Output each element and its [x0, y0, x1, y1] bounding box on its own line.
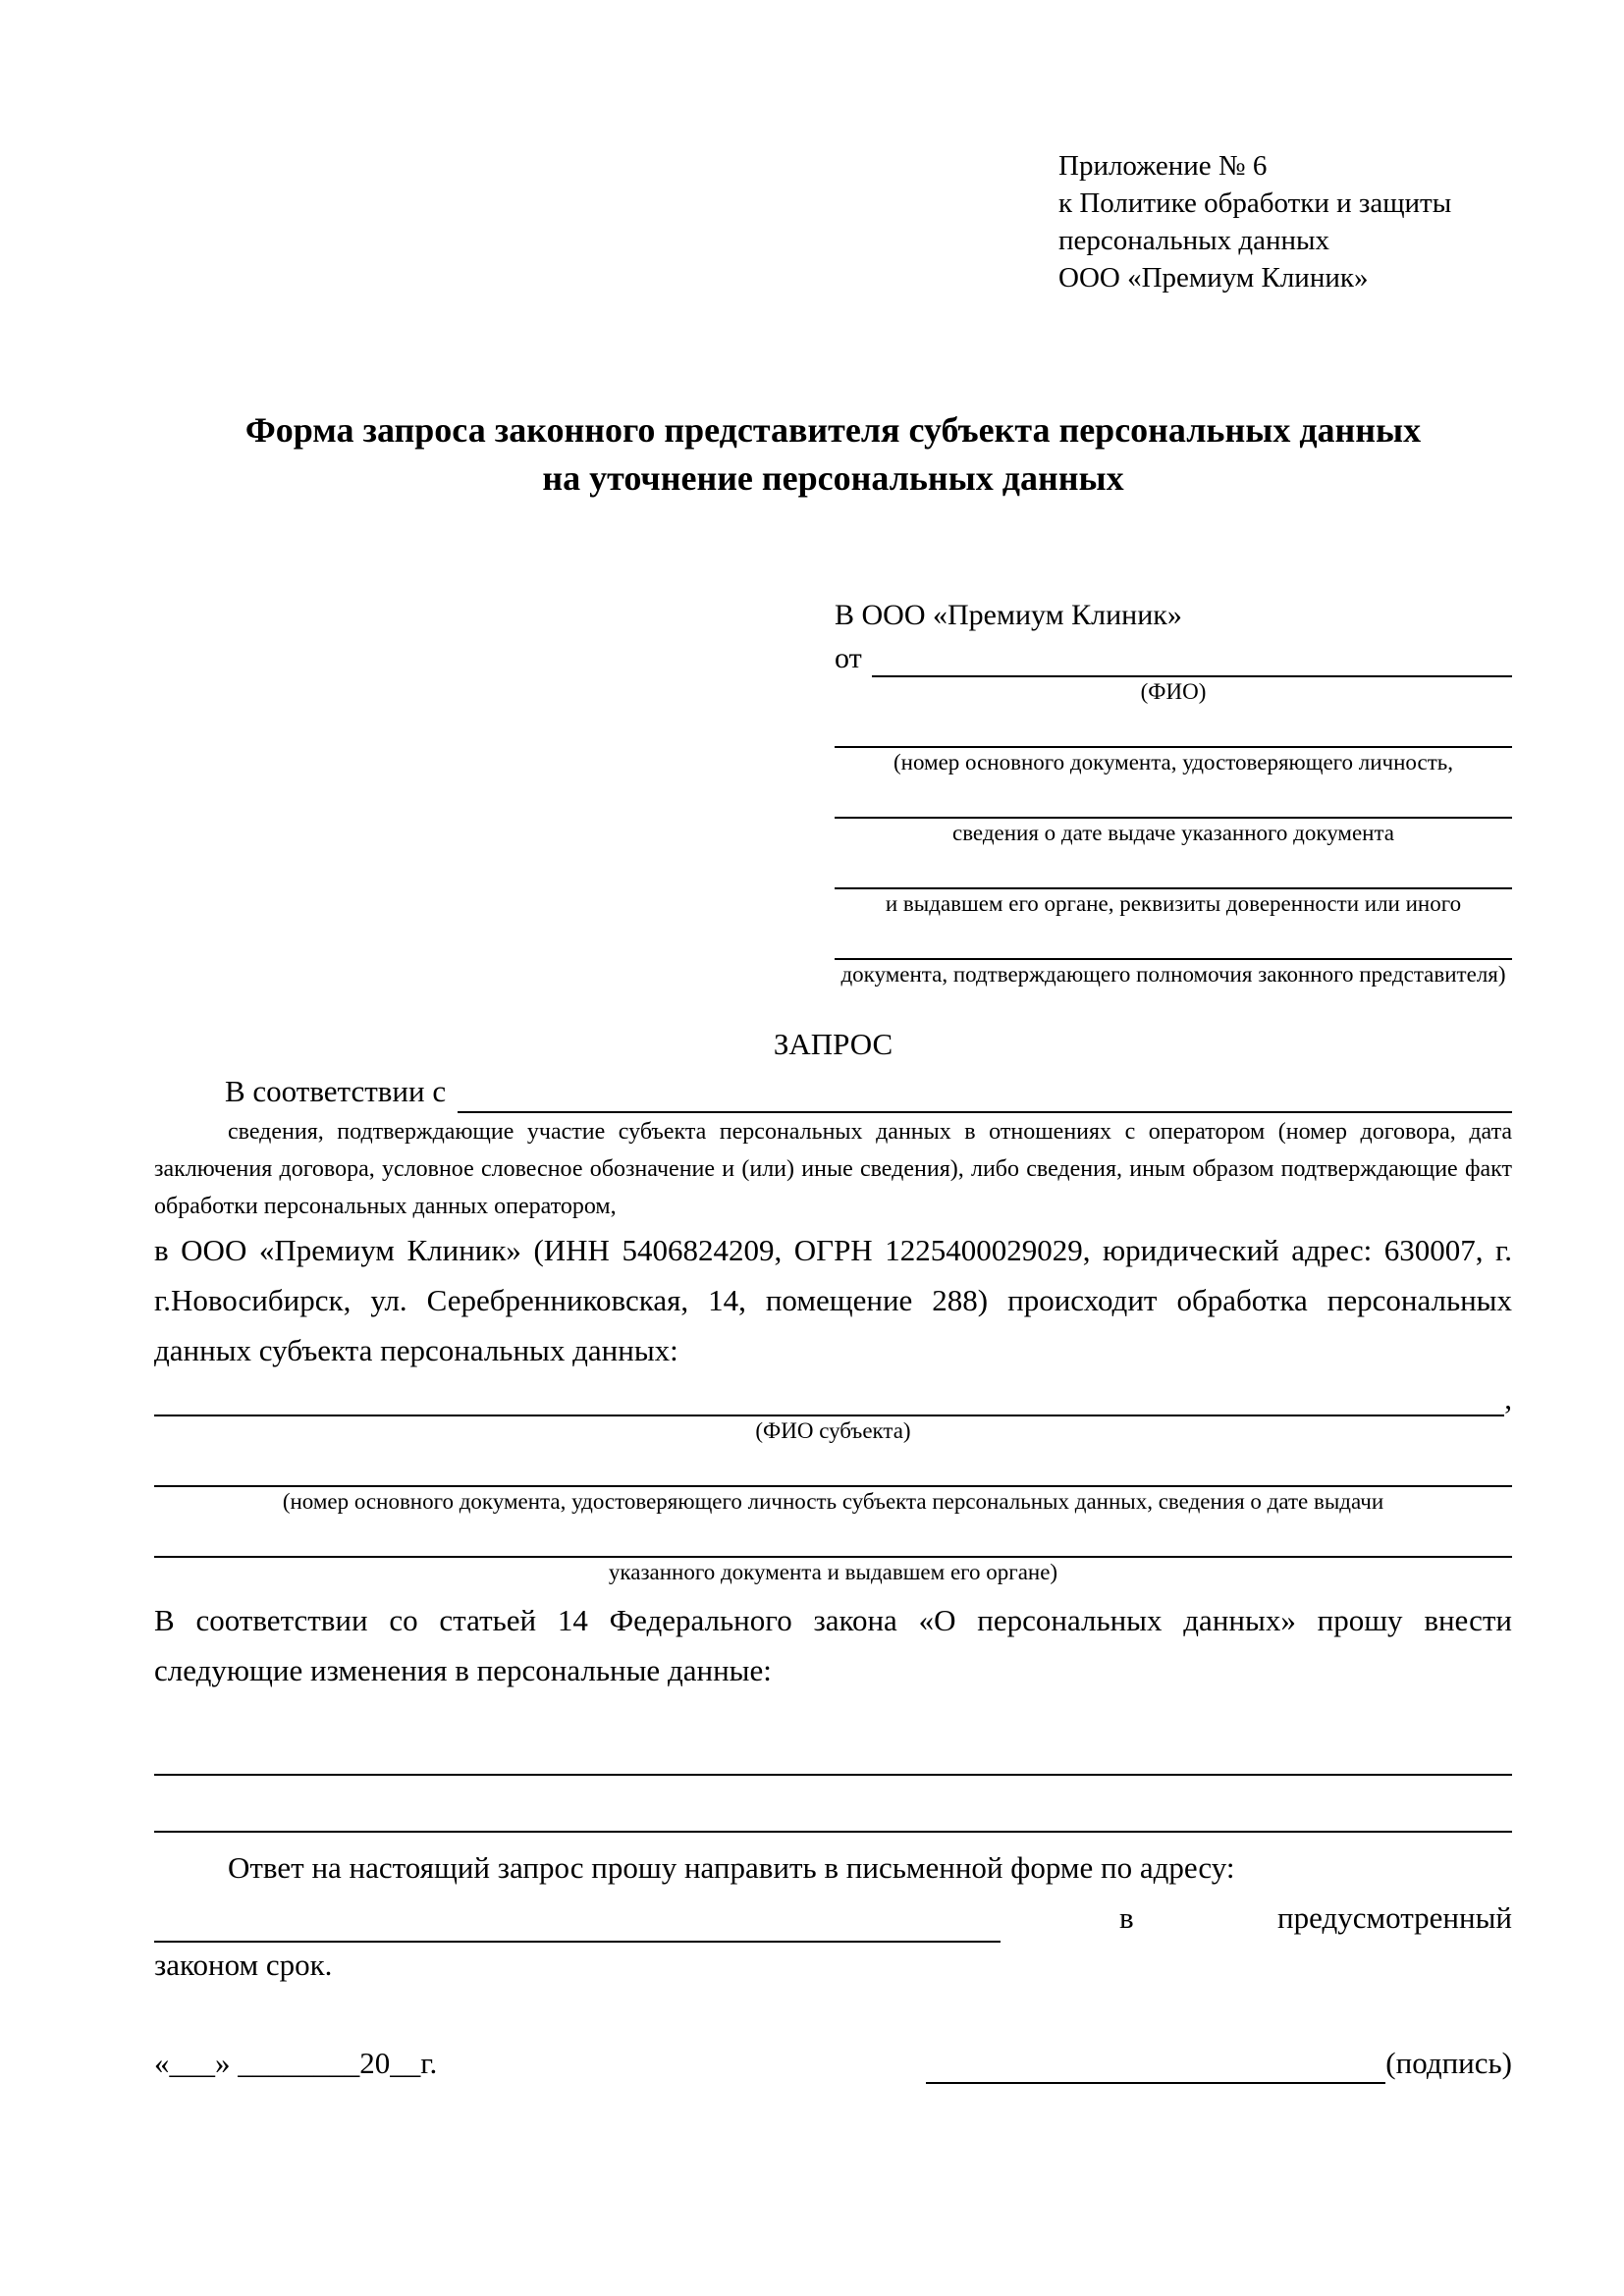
subject-fio-blank-line: [154, 1381, 1504, 1416]
accordance-blank-line: [458, 1081, 1512, 1113]
blank-line: [835, 781, 1512, 819]
operator-paragraph: в ООО «Премиум Клиник» (ИНН 5406824209, ОГРН 1225400029029, юридический адрес: 630007, г. г.Новосибирск, ул. Серебренниковская, 14, помещение 288) происходит обработка персональных данных субъекта персональных данных:: [154, 1233, 1512, 1367]
caption-subject-fio: (ФИО субъекта): [755, 1418, 911, 1444]
caption-doc-4: документа, подтверждающего полномочия законного представителя): [840, 962, 1506, 987]
answer-end-text: законом срок.: [154, 1948, 333, 1983]
answer-paragraph: Ответ на настоящий запрос прошу направить в письменной форме по адресу:: [228, 1850, 1235, 1886]
representative-doc-unit-3: [835, 852, 1512, 919]
trailing-comma: ,: [1504, 1381, 1512, 1416]
addressee-organization: В ООО «Премиум Клиник»: [835, 599, 1182, 631]
article-paragraph: В соответствии со статьей 14 Федерального закона «О персональных данных» прошу внести следующие изменения в персональные данные:: [154, 1603, 1512, 1688]
answer-address-row: [154, 1893, 1512, 1943]
caption-subject-doc-1: (номер основного документа, удостоверяющего личность субъекта персональных данных, сведения о дате выдачи: [282, 1489, 1384, 1515]
signature-caption: (подпись): [1385, 2046, 1512, 2081]
changes-blank-line-2: [154, 1776, 1512, 1833]
annex-block: [1058, 147, 1512, 296]
caption-doc-3: и выдавшем его органе, реквизиты доверенности или иного: [885, 891, 1462, 916]
from-blank-line: [872, 646, 1512, 677]
caption-fio: (ФИО): [1140, 679, 1207, 704]
date-blank-text: «___» ________20__г.: [154, 2046, 438, 2081]
from-label: от: [835, 642, 862, 674]
document-title-line-1: Форма запроса законного представителя субъекта персональных данных: [244, 410, 1422, 450]
annex-line-2: к Политике обработки и защиты: [1058, 187, 1452, 219]
annex-line-4: ООО «Премиум Клиник»: [1058, 262, 1369, 294]
subject-doc-blank-line-1: [154, 1446, 1512, 1487]
representative-doc-unit-1: [835, 711, 1512, 777]
address-blank-line: [154, 1907, 1001, 1943]
answer-inline-word-2: предусмотренный: [1277, 1900, 1512, 1936]
answer-inline-text: [1119, 1893, 1512, 1943]
blank-line: [835, 923, 1512, 960]
blank-line: [835, 852, 1512, 889]
changes-blank-line-1: [154, 1735, 1512, 1776]
request-heading: ЗАПРОС: [773, 1027, 893, 1061]
caption-doc-1: (номер основного документа, удостоверяющего личность,: [893, 750, 1453, 774]
accordance-row: [154, 1070, 1512, 1113]
signature-group: [926, 2043, 1512, 2084]
caption-doc-2: сведения о дате выдаче указанного документа: [951, 821, 1395, 845]
representative-doc-unit-2: [835, 781, 1512, 848]
representative-doc-unit-4: [835, 923, 1512, 989]
answer-inline-word-1: в: [1119, 1900, 1134, 1936]
footnote-text: сведения, подтверждающие участие субъекта персональных данных в отношениях с оператором (номер договора, дата заключения договора, условное словесное обозначение и (или) иные сведения), либо сведения, иным образом подтверждающие факт обработки персональных данных оператором,: [154, 1119, 1512, 1219]
annex-line-3: персональных данных: [1058, 225, 1330, 256]
blank-line: [835, 711, 1512, 748]
subject-doc-blank-line-2: [154, 1517, 1512, 1558]
document-title-line-2: на уточнение персональных данных: [542, 458, 1124, 498]
accordance-lead: В соответствии с: [225, 1074, 447, 1108]
signature-blank-line: [926, 2052, 1385, 2084]
addressee-block: [835, 597, 1512, 989]
annex-line-1: Приложение № 6: [1058, 150, 1268, 182]
document-title: [154, 406, 1512, 503]
date-signature-row: [154, 2043, 1512, 2084]
caption-subject-doc-2: указанного документа и выдавшем его органе): [608, 1560, 1058, 1585]
from-row: [835, 640, 1512, 677]
subject-fio-row: [154, 1381, 1512, 1416]
